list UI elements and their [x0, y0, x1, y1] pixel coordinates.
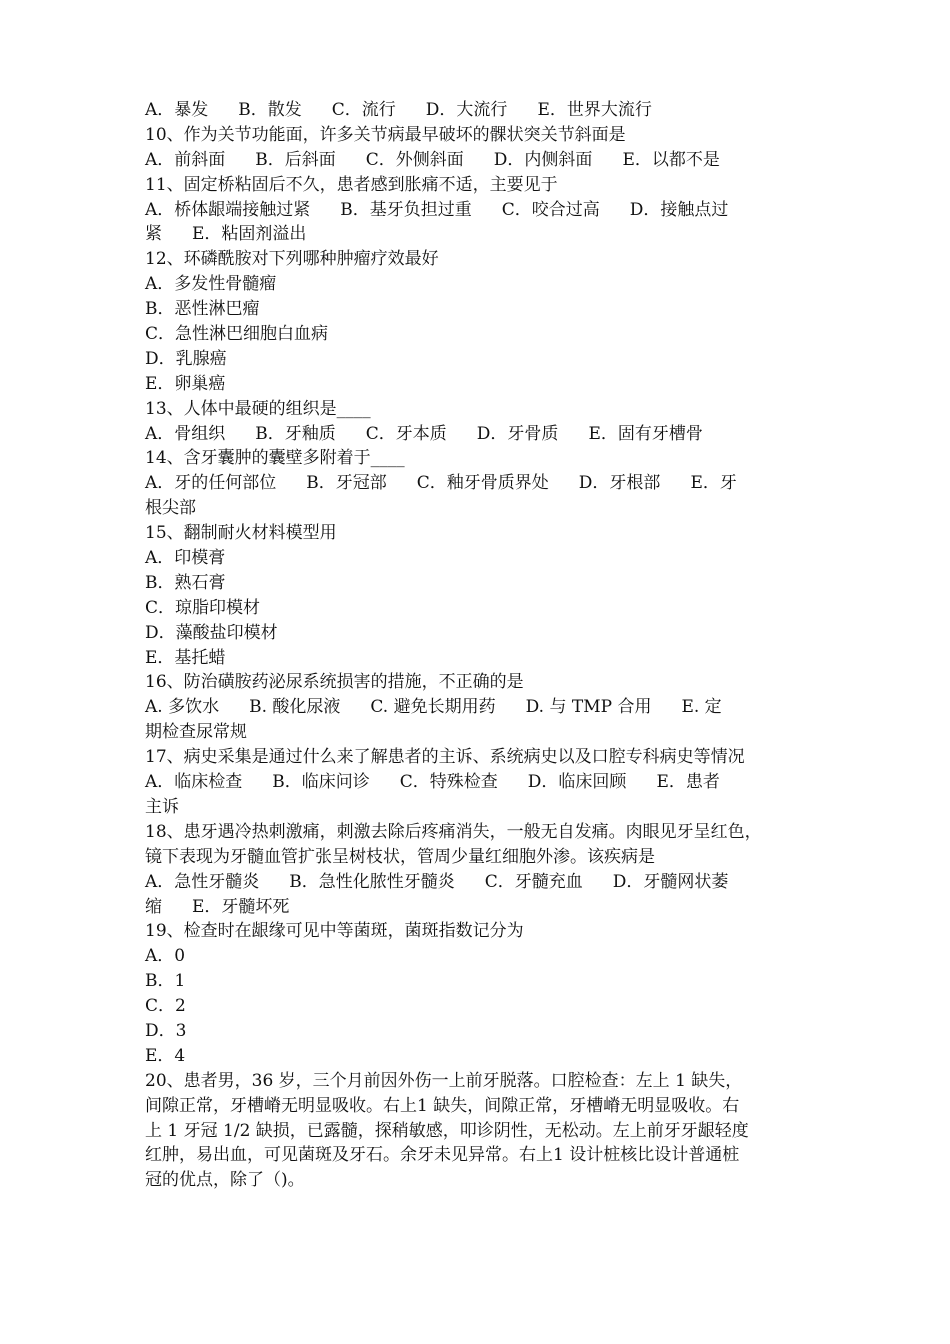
text-line: 红肿，易出血，可见菌斑及牙石。余牙未见异常。右上1 设计桩核比设计普通桩: [145, 1145, 740, 1166]
answer-option: D．大流行: [425, 100, 508, 120]
option-line: [145, 471, 810, 496]
answer-option: D．牙骨质: [476, 423, 559, 444]
text-line: 13、人体中最硬的组织是____: [145, 398, 371, 419]
option-line: [145, 98, 810, 123]
text-line: 11、固定桥粘固后不久，患者感到胀痛不适，主要见于: [145, 174, 558, 195]
text-line: B．1: [145, 971, 186, 992]
text-line: 18、患牙遇冷热刺激痛，刺激去除后疼痛消失，一般无自发痛。肉眼见牙呈红色，: [145, 821, 762, 842]
text-line: 间隙正常，牙槽嵴无明显吸收。右上1 缺失，间隙正常，牙槽嵴无明显吸收。右: [145, 1095, 740, 1116]
text-line: 12、环磷酰胺对下列哪种肿瘤疗效最好: [145, 249, 439, 270]
answer-option: A．骨组织: [145, 423, 226, 444]
option-line: [145, 870, 810, 895]
option-line: [145, 222, 810, 247]
answer-option: B．散发: [238, 100, 302, 120]
text-line: 冠的优点，除了（)。: [145, 1170, 305, 1191]
answer-option: A．前斜面: [145, 149, 226, 170]
answer-option: B．后斜面: [255, 149, 336, 170]
answer-option: C．釉牙骨质界处: [416, 473, 549, 494]
answer-option: A．桥体龈端接触过紧: [145, 199, 311, 220]
option-line: [145, 895, 810, 920]
option-line: [145, 695, 810, 720]
text-line: C．急性淋巴细胞白血病: [145, 324, 329, 345]
text-line: B．恶性淋巴瘤: [145, 299, 260, 320]
answer-option: D．牙根部: [578, 473, 661, 494]
option-line: [145, 422, 810, 447]
answer-option: B．急性化脓性牙髓炎: [289, 871, 455, 892]
answer-option: E．固有牙槽骨: [588, 423, 703, 444]
option-line: [145, 198, 810, 223]
text-line: D．乳腺癌: [145, 348, 227, 369]
text-line: 14、含牙囊肿的囊壁多附着于____: [145, 448, 405, 469]
answer-option: E．患者: [656, 772, 720, 793]
answer-option: B．牙釉质: [255, 423, 336, 444]
text-line: C．琼脂印模材: [145, 597, 261, 618]
answer-option: A．急性牙髓炎: [145, 871, 260, 892]
answer-option: D．牙髓网状萎: [612, 871, 729, 892]
text-line: E．4: [145, 1045, 186, 1066]
answer-option: B. 酸化尿液: [249, 697, 341, 718]
text-line: A．0: [145, 946, 186, 967]
answer-option: E. 定: [681, 697, 722, 718]
text-line: 期检查尿常规: [145, 722, 247, 743]
text-line: 根尖部: [145, 498, 196, 519]
answer-option: D．接触点过: [629, 199, 729, 220]
text-line: E．卵巢癌: [145, 373, 226, 394]
answer-option: A. 多饮水: [145, 697, 220, 718]
answer-option: C．外侧斜面: [365, 149, 464, 170]
text-line: 上 1 牙冠 1/2 缺损，已露髓，探稍敏感，叩诊阴性，无松动。左上前牙牙龈轻度: [145, 1120, 749, 1141]
text-line: 15、翻制耐火材料模型用: [145, 523, 337, 544]
text-line: 20、患者男，36 岁，三个月前因外伤一上前牙脱落。口腔检查：左上 1 缺失，: [145, 1070, 743, 1091]
text-line: D．藻酸盐印模材: [145, 622, 278, 643]
option-line: [145, 148, 810, 173]
answer-option: C．咬合过高: [501, 199, 600, 220]
answer-option: D．内侧斜面: [493, 149, 593, 170]
text-line: D．3: [145, 1020, 187, 1041]
answer-option: 紧: [145, 224, 162, 245]
answer-option: A．牙的任何部位: [145, 473, 277, 494]
text-line: 主诉: [145, 796, 179, 817]
answer-option: B．临床问诊: [272, 772, 370, 793]
text-line: 16、防治磺胺药泌尿系统损害的措施，不正确的是: [145, 672, 524, 693]
answer-option: A．临床检查: [145, 772, 243, 793]
text-line: E．基托蜡: [145, 647, 226, 668]
answer-option: E．世界大流行: [537, 100, 652, 120]
option-line: [145, 770, 810, 795]
text-line: 19、检查时在龈缘可见中等菌斑，菌斑指数记分为: [145, 921, 524, 942]
answer-option: 缩: [145, 896, 162, 917]
answer-option: E．粘固剂溢出: [192, 224, 307, 245]
answer-option: D．临床回顾: [527, 772, 627, 793]
answer-option: A．暴发: [145, 100, 209, 120]
text-line: A．多发性骨髓瘤: [145, 274, 277, 295]
answer-option: E．以都不是: [622, 149, 720, 170]
answer-option: C．牙髓充血: [484, 871, 583, 892]
answer-option: B．基牙负担过重: [340, 199, 472, 220]
answer-option: C. 避免长期用药: [370, 697, 496, 718]
answer-option: C．牙本质: [365, 423, 447, 444]
text-line: 10、作为关节功能面，许多关节病最早破坏的髁状突关节斜面是: [145, 124, 626, 145]
answer-option: B．牙冠部: [306, 473, 387, 494]
exam-text: [145, 98, 810, 1193]
answer-option: E．牙: [690, 473, 737, 494]
text-line: 镜下表现为牙髓血管扩张呈树枝状，管周少量红细胞外渗。该疾病是: [145, 846, 655, 867]
answer-option: C．流行: [331, 100, 396, 120]
text-line: B．熟石膏: [145, 572, 226, 593]
text-line: A．印模膏: [145, 548, 226, 569]
text-line: C．2: [145, 996, 186, 1017]
answer-option: E．牙髓坏死: [192, 896, 290, 917]
answer-option: D. 与 TMP 合用: [525, 697, 652, 718]
text-line: 17、病史采集是通过什么来了解患者的主诉、系统病史以及口腔专科病史等情况: [145, 747, 745, 768]
answer-option: C．特殊检查: [399, 772, 498, 793]
